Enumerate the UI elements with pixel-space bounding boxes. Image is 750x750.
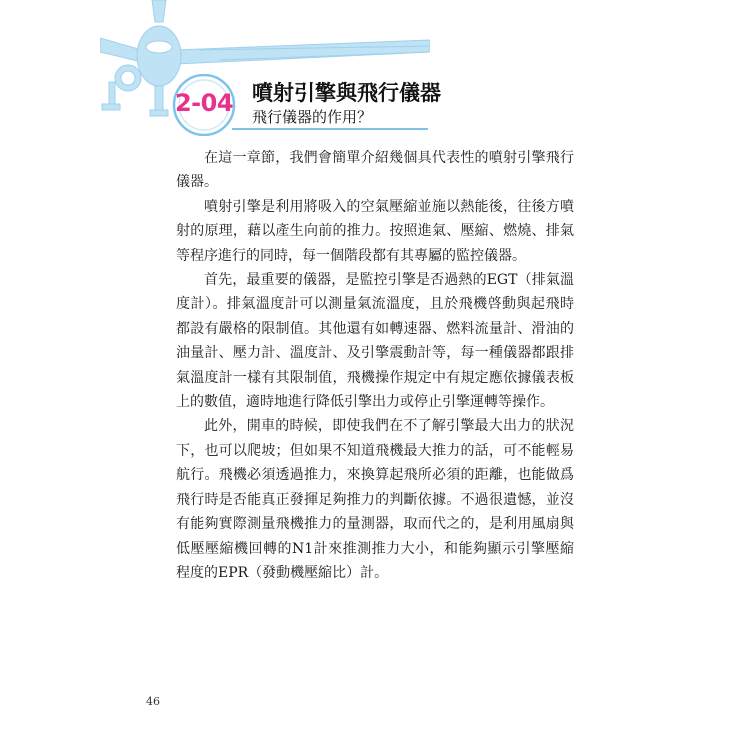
page-subtitle: 飛行儀器的作用？ — [252, 108, 373, 126]
title-divider — [232, 128, 428, 130]
paragraph: 首先，最重要的儀器，是監控引擎是否過熱的EGT（排氣溫度計）。排氣溫度計可以測量氣流溫度，且於飛機啓動與起飛時都設有嚴格的限制值。其他還有如轉速器、燃料流量計、滑油的油量計、壓力計、溫度計、及引擎震動計等，每一種儀器都跟排氣溫度計一樣有其限制值，飛機操作規定中有規定應依據儀表板上的數值，適時地進行降低引擎出力或停止引擎運轉等操作。 — [176, 272, 574, 411]
body-text — [176, 146, 574, 585]
paragraph: 在這一章節，我們會簡單介紹幾個具代表性的噴射引擎飛行儀器。 — [176, 150, 574, 191]
section-number: 2-04 — [174, 89, 234, 117]
paragraph: 噴射引擎是利用將吸入的空氣壓縮並施以熱能後，往後方噴射的原理，藉以產生向前的推力。按照進氣、壓縮、燃燒、排氣等程序進行的同時，每一個階段都有其專屬的監控儀器。 — [176, 198, 574, 264]
page-title: 噴射引擎與飛行儀器 — [252, 81, 441, 105]
page-number: 46 — [146, 695, 160, 708]
paragraph: 此外，開車的時候，即使我們在不了解引擎最大出力的狀況下，也可以爬坡；但如果不知道飛機最大推力的話，可不能輕易航行。飛機必須透過推力，來換算起飛所必須的距離，也能做爲飛行時是否能真正發揮足夠推力的判斷依據。不過很遺憾，並沒有能夠實際測量飛機推力的量測器，取而代之的，是利用風扇與低壓壓縮機回轉的N1計來推測推力大小，和能夠顯示引擎壓縮程度的EPR（發動機壓縮比）計。 — [176, 418, 574, 581]
